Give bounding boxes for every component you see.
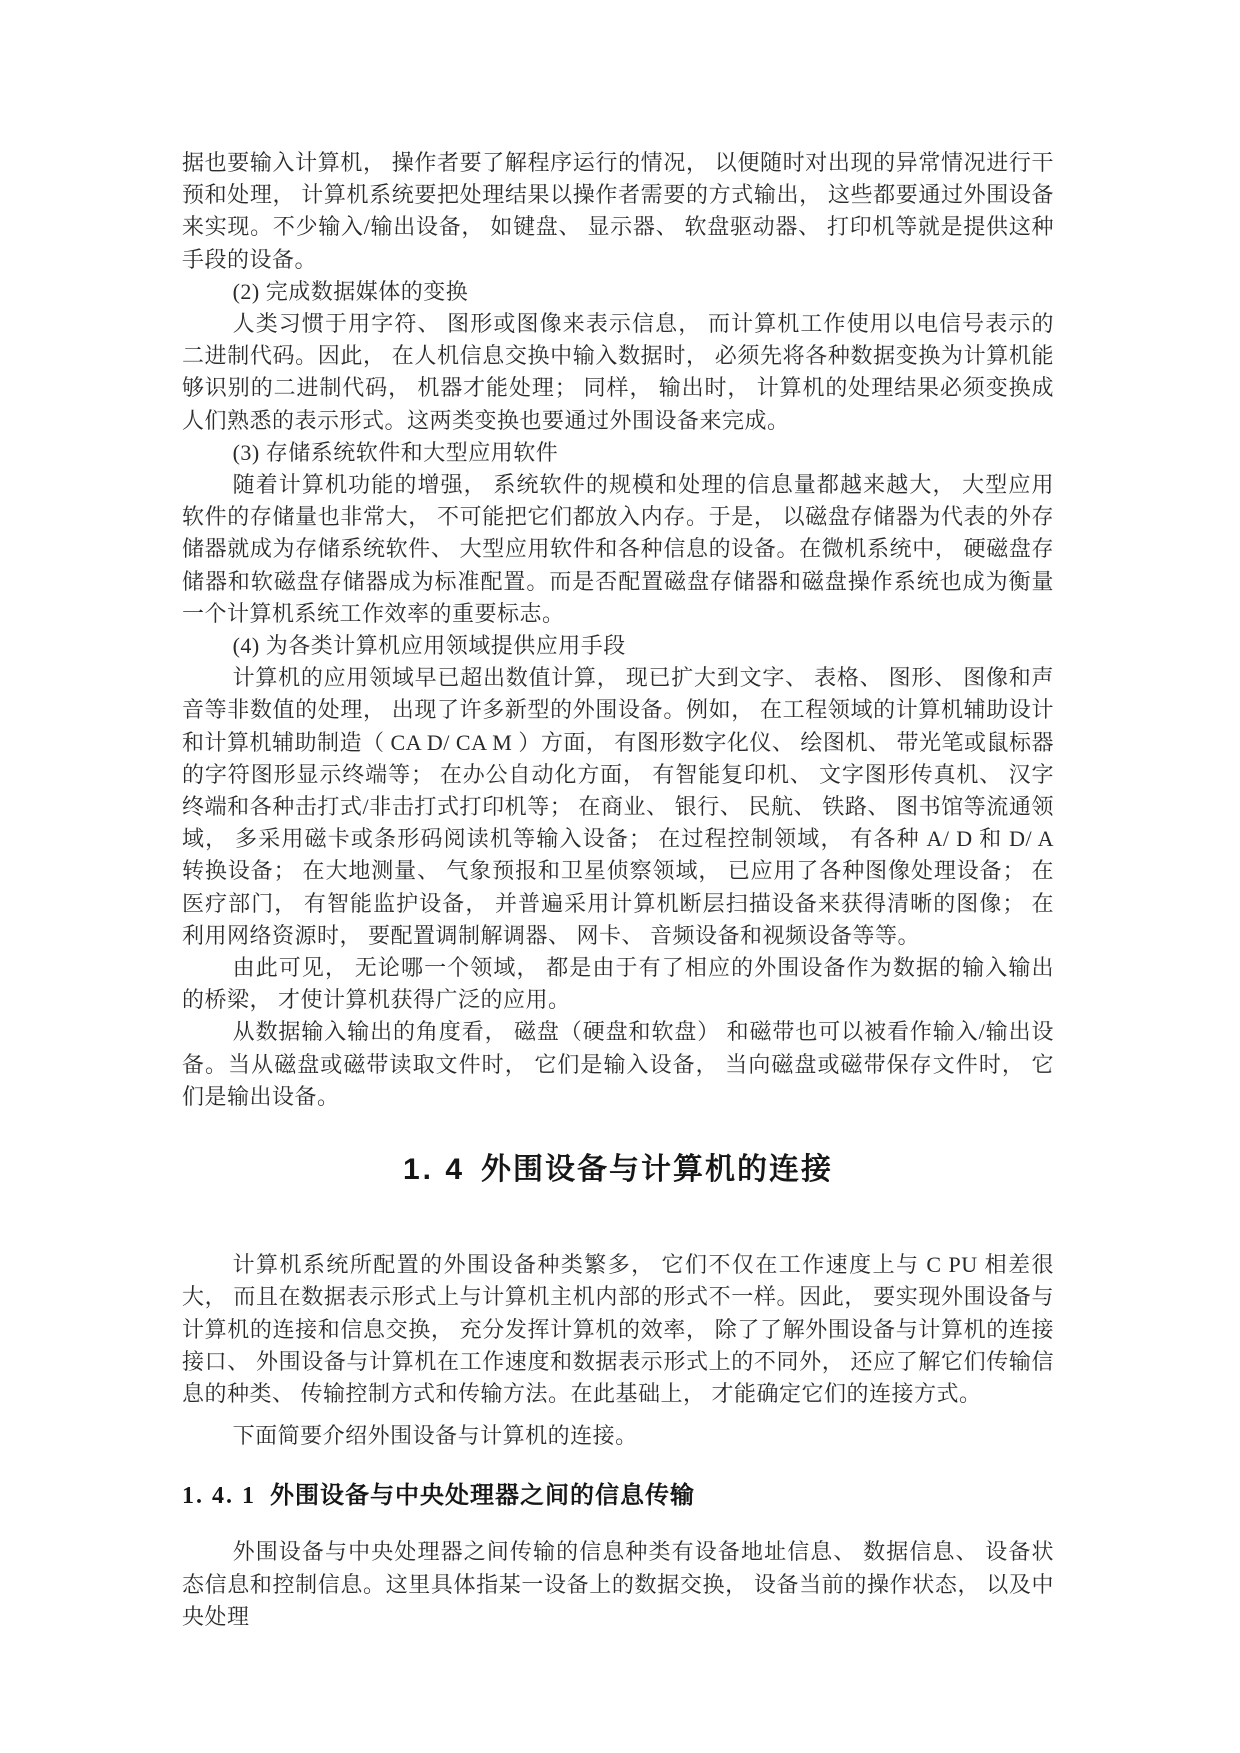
section-intro-paragraph: 计算机系统所配置的外围设备种类繁多， 它们不仅在工作速度上与 C PU 相差很大， 而且在数据表示形式上与计算机主机内部的形式不一样。因此， 要实现外围设备与计算机的连接和信息交换， 充分发挥计算机的效率， 除了了解外围设备与计算机的连接接口、 外围设备与计算机在工作速度和数据表示形式上的不同外， 还应了解它们传输信息的种类、 传输控制方式和传输方法。在此基础上， 才能确定它们的连接方式。 [182, 1252, 1054, 1406]
subsection-number: 1. 4. 1 [182, 1483, 256, 1510]
subsection-paragraph: 外围设备与中央处理器之间传输的信息种类有设备地址信息、 数据信息、 设备状态信息和控制信息。这里具体指某一设备上的数据交换， 设备当前的操作状态， 以及中央处理 [182, 1539, 1054, 1629]
continuation-paragraph: 据也要输入计算机， 操作者要了解程序运行的情况， 以便随时对出现的异常情况进行干预和处理， 计算机系统要把处理结果以操作者需要的方式输出， 这些都要通过外围设备来实现。不少输入/输出设备， 如键盘、 显示器、 软盘驱动器、 打印机等就是提供这种手段的设备。 [182, 150, 1054, 272]
list-item-4-paragraph: 计算机的应用领域早已超出数值计算， 现已扩大到文字、 表格、 图形、 图像和声音等非数值的处理， 出现了许多新型的外围设备。例如， 在工程领域的计算机辅助设计和计算机辅助制造（ CA D/ CA M ）方面， 有图形数字化仪、 绘图机、 带光笔或鼠标器的字符图形显示终端等； 在办公自动化方面， 有智能复印机、 文字图形传真机、 汉字终端和各种击打式/非击打式打印机等； 在商业、 银行、 民航、 铁路、 图书馆等流通领域， 多采用磁卡或条形码阅读机等输入设备； 在过程控制领域， 有各种 A/ D 和 D/ A 转换设备； 在大地测量、 气象预报和卫星侦察领域， 已应用了各种图像处理设备； 在医疗部门， 有智能监护设备， 并普遍采用计算机断层扫描设备来获得清晰的图像； 在利用网络资源时， 要配置调制解调器、 网卡、 音频设备和视频设备等等。 [182, 665, 1054, 948]
section-lead-paragraph: 下面简要介绍外围设备与计算机的连接。 [232, 1423, 638, 1449]
subsection-title: 外围设备与中央处理器之间的信息传输 [270, 1482, 695, 1510]
conclusion-paragraph: 由此可见， 无论哪一个领域， 都是由于有了相应的外围设备作为数据的输入输出的桥梁， 才使计算机获得广泛的应用。 [182, 955, 1054, 1013]
list-item-4-heading: (4) 为各类计算机应用领域提供应用手段 [232, 633, 626, 659]
io-view-paragraph: 从数据输入输出的角度看， 磁盘（硬盘和软盘） 和磁带也可以被看作输入/输出设备。当从磁盘或磁带读取文件时， 它们是输入设备， 当向磁盘或磁带保存文件时， 它们是输出设备。 [182, 1019, 1054, 1109]
list-item-2-paragraph: 人类习惯于用字符、 图形或图像来表示信息， 而计算机工作使用以电信号表示的二进制代码。因此， 在人机信息交换中输入数据时， 必须先将各种数据变换为计算机能够识别的二进制代码， 机器才能处理； 同样， 输出时， 计算机的处理结果必须变换成人们熟悉的表示形式。这两类变换也要通过外围设备来完成。 [182, 311, 1054, 433]
section-title: 外围设备与计算机的连接 [481, 1153, 834, 1187]
list-item-3-paragraph: 随着计算机功能的增强， 系统软件的规模和处理的信息量都越来越大， 大型应用软件的存储量也非常大， 不可能把它们都放入内存。于是， 以磁盘存储器为代表的外存储器就成为存储系统软件、 大型应用软件和各种信息的设备。在微机系统中， 硬磁盘存储器和软磁盘存储器成为标准配置。而是否配置磁盘存储器和磁盘操作系统也成为衡量一个计算机系统工作效率的重要标志。 [182, 472, 1054, 626]
list-item-2-heading: (2) 完成数据媒体的变换 [232, 278, 469, 304]
section-heading-1-4 [182, 1153, 1054, 1187]
list-item-3-heading: (3) 存储系统软件和大型应用软件 [232, 439, 559, 465]
text-column [182, 147, 1054, 1633]
subsection-heading-1-4-1 [182, 1482, 1054, 1510]
section-number: 1. 4 [402, 1153, 466, 1187]
